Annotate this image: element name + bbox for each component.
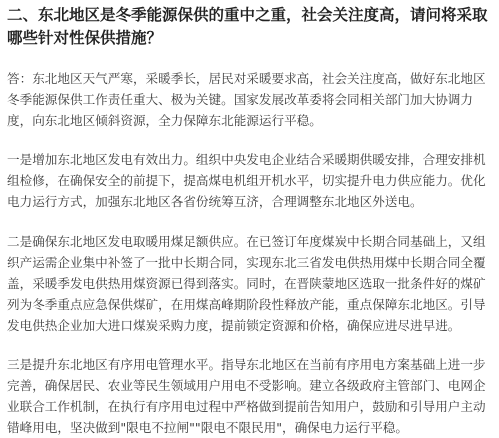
- question-heading: 二、东北地区是冬季能源保供的重中之重，社会关注度高，请问将采取哪些针对性保供措施？: [7, 6, 488, 47]
- answer-paragraph-3: 三是提升东北地区有序用电管理水平。指导东北地区在当前有序用电方案基础上进一步完善，确保居民、农业等民生领域用户用电不受影响。建立各级政府主管部门、电网企业联合工作机制，在执行有序用电过程中严格做到提前告知用户，鼓励和引导用户主动错峰用电，坚决做到"限电不拉闸""限电不限民用"，确保电力运行平稳。: [7, 357, 486, 435]
- answer-paragraph-intro: 答：东北地区天气严寒，采暖季长，居民对采暖要求高，社会关注度高，做好东北地区冬季能源保供工作责任重大、极为关键。国家发展改革委将会同相关部门加大协调力度，向东北地区倾斜资源，全力保障东北能源运行平稳。: [7, 71, 486, 128]
- answer-paragraph-2: 二是确保东北地区发电取暖用煤足额供应。在已签订年度煤炭中长期合同基础上，又组织产运需企业集中补签了一批中长期合同，实现东北三省发电供热用煤中长期合同全覆盖，采暖季发电供热用煤资源已得到落实。同时，在晋陕蒙地区选取一批条件好的煤矿列为冬季重点应急保供煤矿，在用煤高峰期阶段性释放产能，重点保障东北地区。引导发电供热企业加大进口煤炭采购力度，提前锁定资源和价格，确保应进尽进早进。: [7, 234, 486, 333]
- answer-paragraph-1: 一是增加东北地区发电有效出力。组织中央发电企业结合采暖期供暖安排，合理安排机组检修，在确保安全的前提下，提高煤电机组开机水平，切实提升电力供应能力。优化电力运行方式，加强东北地区各省份统筹互济，合理调整东北地区外送电。: [7, 152, 486, 209]
